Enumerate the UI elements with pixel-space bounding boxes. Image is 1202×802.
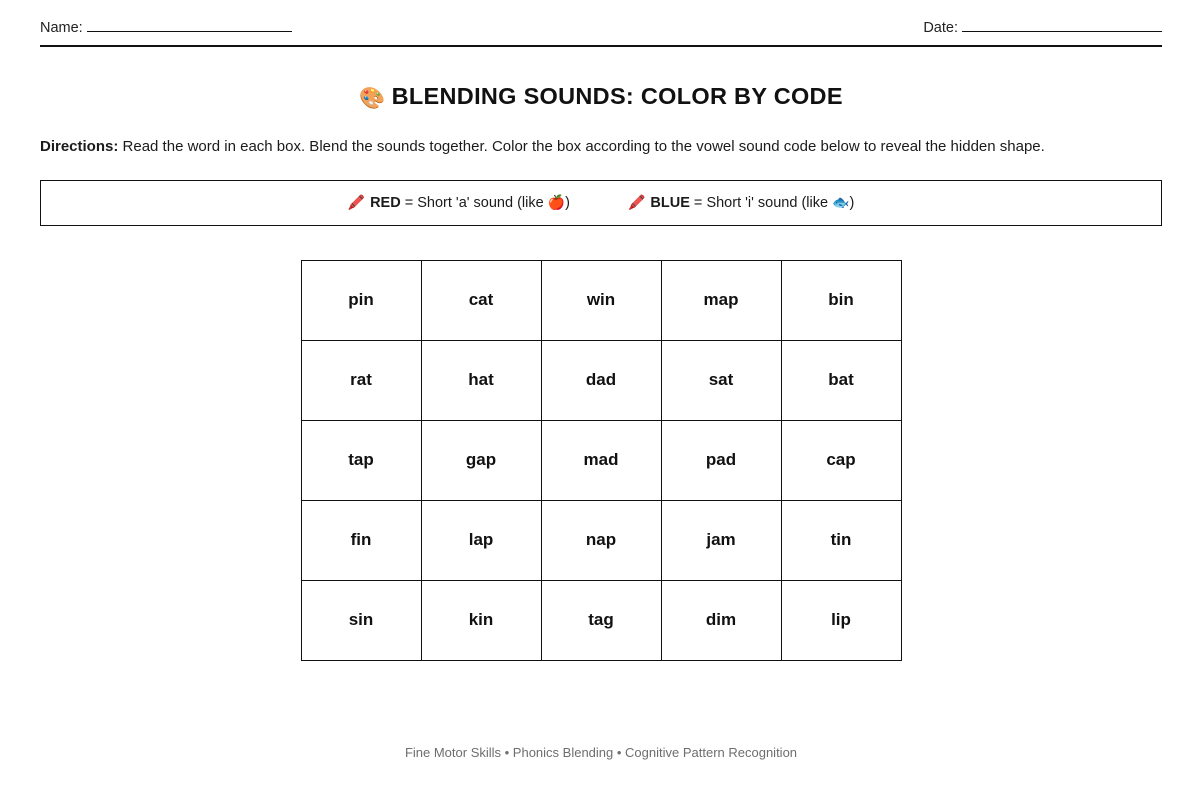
legend-close-blue: ) bbox=[849, 195, 855, 212]
word-cell[interactable]: bin bbox=[781, 260, 901, 340]
word-cell[interactable]: mad bbox=[541, 420, 661, 500]
word-cell[interactable]: map bbox=[661, 260, 781, 340]
word-cell[interactable]: hat bbox=[421, 340, 541, 420]
word-cell[interactable]: cap bbox=[781, 420, 901, 500]
legend-desc-red: Short 'a' sound (like bbox=[417, 195, 548, 212]
legend-equals-red: = bbox=[400, 195, 418, 212]
word-cell[interactable]: nap bbox=[541, 500, 661, 580]
legend-code-blue: BLUE bbox=[650, 195, 690, 212]
word-cell[interactable]: rat bbox=[301, 340, 421, 420]
legend-item-red bbox=[348, 194, 570, 211]
word-cell[interactable]: pin bbox=[301, 260, 421, 340]
apple-icon: 🍎 bbox=[547, 194, 566, 211]
palette-icon: 🎨 bbox=[359, 87, 386, 110]
word-grid-row bbox=[301, 580, 901, 660]
word-cell[interactable]: sin bbox=[301, 580, 421, 660]
color-code-legend bbox=[40, 180, 1162, 226]
word-grid-row bbox=[301, 500, 901, 580]
page-title bbox=[40, 83, 1162, 111]
date-label: Date: bbox=[923, 20, 958, 36]
word-cell[interactable]: pad bbox=[661, 420, 781, 500]
name-field[interactable] bbox=[40, 20, 292, 36]
word-cell[interactable]: fin bbox=[301, 500, 421, 580]
word-cell[interactable]: dad bbox=[541, 340, 661, 420]
word-grid-row bbox=[301, 420, 901, 500]
legend-equals-blue: = bbox=[689, 195, 707, 212]
legend-close-red: ) bbox=[565, 195, 570, 212]
footer-note: Fine Motor Skills • Phonics Blending • Cognitive Pattern Recognition bbox=[404, 745, 798, 760]
word-cell[interactable]: cat bbox=[421, 260, 541, 340]
word-cell[interactable]: tag bbox=[541, 580, 661, 660]
word-cell[interactable]: gap bbox=[421, 420, 541, 500]
legend-item-blue bbox=[628, 194, 854, 211]
fish-icon: 🐟 bbox=[832, 194, 850, 211]
word-cell[interactable]: tin bbox=[781, 500, 901, 580]
worksheet-header bbox=[40, 0, 1162, 36]
legend-desc-blue: Short 'i' sound (like bbox=[706, 195, 833, 212]
page-title-text: BLENDING SOUNDS: COLOR BY CODE bbox=[391, 83, 843, 109]
word-cell[interactable]: jam bbox=[661, 500, 781, 580]
word-cell[interactable]: bat bbox=[781, 340, 901, 420]
date-field[interactable] bbox=[923, 20, 1162, 36]
word-cell[interactable]: tap bbox=[301, 420, 421, 500]
directions bbox=[40, 135, 1162, 159]
directions-label: Directions: bbox=[40, 138, 119, 155]
word-cell[interactable]: kin bbox=[421, 580, 541, 660]
crayon-icon: 🖍️ bbox=[627, 194, 646, 211]
word-cell[interactable]: dim bbox=[661, 580, 781, 660]
word-grid-wrapper bbox=[40, 260, 1162, 661]
word-cell[interactable]: win bbox=[541, 260, 661, 340]
directions-text: Read the word in each box. Blend the sounds together. Color the box according to the vowel sound code below to reveal the hidden shape. bbox=[118, 138, 1045, 155]
name-label: Name: bbox=[40, 20, 83, 36]
word-grid bbox=[301, 260, 902, 661]
word-cell[interactable]: sat bbox=[661, 340, 781, 420]
name-write-line[interactable] bbox=[87, 20, 292, 32]
date-write-line[interactable] bbox=[962, 20, 1162, 32]
header-divider bbox=[40, 45, 1162, 47]
word-cell[interactable]: lap bbox=[421, 500, 541, 580]
crayon-icon: 🖍️ bbox=[347, 194, 366, 211]
word-cell[interactable]: lip bbox=[781, 580, 901, 660]
legend-code-red: RED bbox=[370, 195, 401, 212]
word-grid-row bbox=[301, 260, 901, 340]
word-grid-row bbox=[301, 340, 901, 420]
